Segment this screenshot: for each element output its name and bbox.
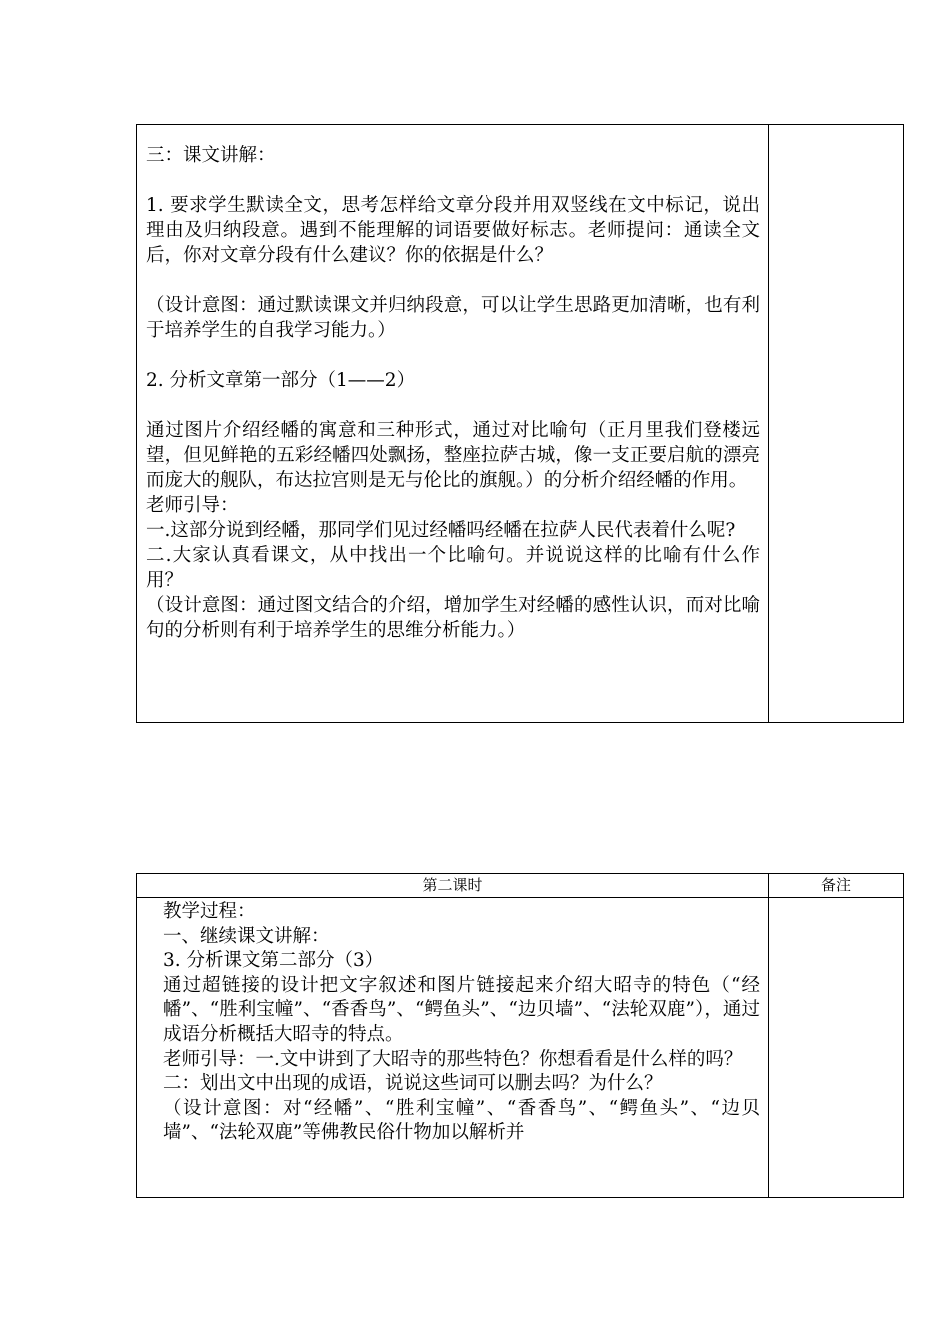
section-heading: 三：课文讲解： — [146, 145, 276, 166]
step-three-title: 3. 分析课文第二部分（3） — [163, 950, 384, 972]
design-intent-one: （设计意图：通过默读课文并归纳段意，可以让学生思路更加清晰，也有利于培养学生的自我学习能力。） — [146, 295, 760, 341]
table-row — [137, 898, 904, 1198]
process-heading: 教学过程： — [163, 901, 256, 922]
teacher-guide-two: 二：划出文中出现的成语，说说这些词可以删去吗？为什么？ — [163, 1073, 663, 1095]
header-lesson-period: 第二课时 — [137, 874, 769, 898]
table-header-row — [137, 874, 904, 898]
step-two-body: 通过图片介绍经幡的寓意和三种形式，通过对比喻句（正月里我们登楼远望，但见鲜艳的五彩经幡四处飘扬，整座拉萨古城，像一支正要启航的漂亮而庞大的舰队，布达拉宫则是无与伦比的旗舰。）的分析介绍经幡的作用。 — [146, 420, 760, 491]
step-two-title: 2. 分析文章第一部分（1——2） — [146, 370, 416, 391]
notes-cell — [769, 898, 904, 1198]
guide-question-two: 二.大家认真看课文，从中找出一个比喻句。并说说这样的比喻有什么作用？ — [146, 545, 760, 591]
teacher-guide-label: 老师引导： — [146, 495, 239, 516]
header-notes: 备注 — [769, 874, 904, 898]
teacher-guide-one: 老师引导：一.文中讲到了大昭寺的那些特色？你想看看是什么样的吗？ — [163, 1048, 743, 1070]
guide-question-one: 一.这部分说到经幡，那同学们见过经幡吗经幡在拉萨人民代表着什么呢? — [146, 520, 736, 541]
continue-heading: 一、继续课文讲解： — [163, 925, 330, 947]
step-three-body: 通过超链接的设计把文字叙述和图片链接起来介绍大昭寺的特色（“经幡”、“胜利宝幢”、“香香鸟”、“鳄鱼头”、“边贝墙”、“法轮双鹿”），通过成语分析概括大昭寺的特点。 — [163, 974, 760, 1045]
content-cell — [137, 898, 769, 1198]
lesson-table-part-two — [136, 873, 904, 1198]
notes-cell — [769, 125, 904, 723]
step-one-text: 1. 要求学生默读全文，思考怎样给文章分段并用双竖线在文中标记，说出理由及归纳段意。遇到不能理解的词语要做好标志。老师提问：通读全文后，你对文章分段有什么建议？你的依据是什么？ — [146, 195, 760, 266]
design-intent-three: （设计意图：对“经幡”、“胜利宝幢”、“香香鸟”、“鳄鱼头”、“边贝墙”、“法轮双鹿”等佛教民俗什物加以解析并 — [163, 1097, 760, 1144]
design-intent-two: （设计意图：通过图文结合的介绍，增加学生对经幡的感性认识，而对比喻句的分析则有利于培养学生的思维分析能力。） — [146, 595, 760, 641]
content-cell — [137, 125, 769, 723]
lesson-table-part-one — [136, 124, 904, 723]
table-row — [137, 125, 904, 723]
